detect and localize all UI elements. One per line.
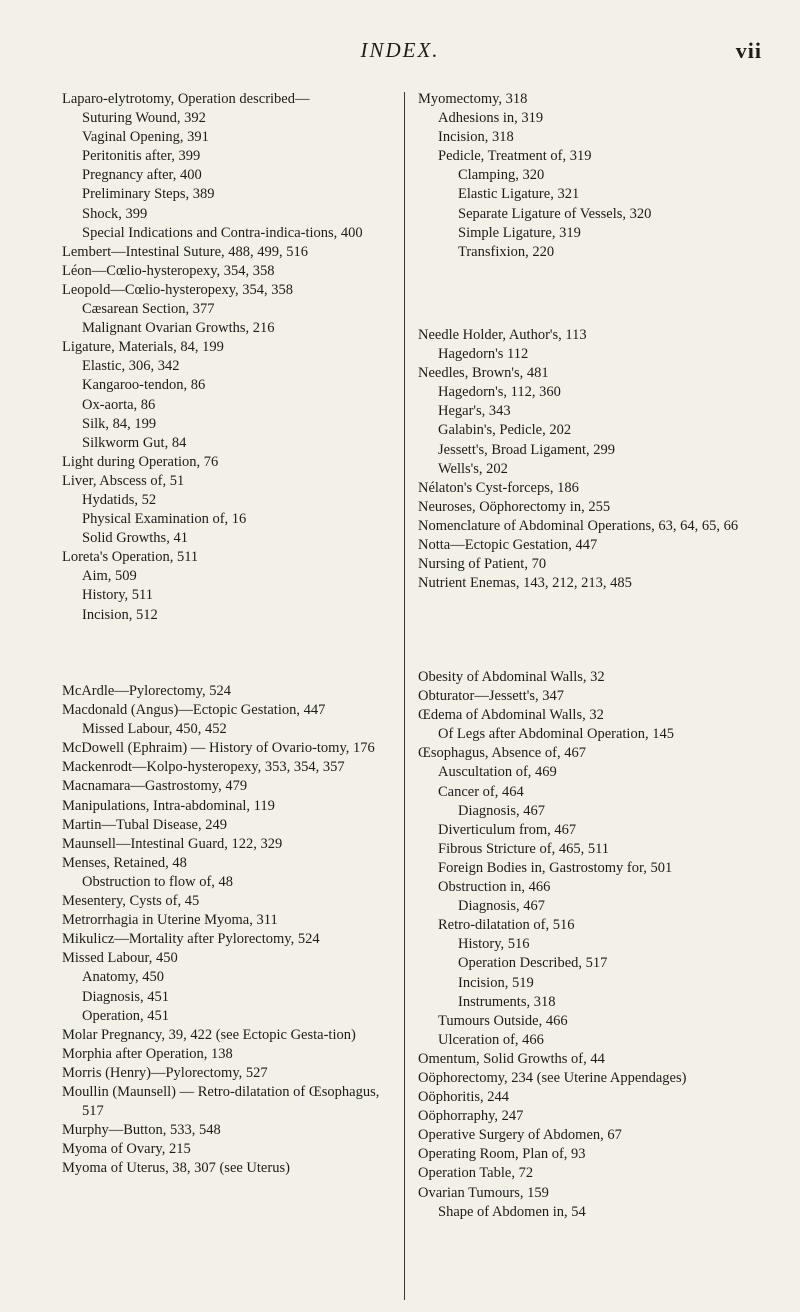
index-entry: Tumours Outside, 466 <box>438 1012 568 1029</box>
index-entry: Silkworm Gut, 84 <box>82 434 187 451</box>
index-entry: Missed Labour, 450, 452 <box>82 721 227 738</box>
index-entry: Simple Ligature, 319 <box>458 224 581 241</box>
index-entry: Elastic Ligature, 321 <box>458 186 580 203</box>
index-entry: Œdema of Abdominal Walls, 32 <box>418 707 604 724</box>
index-entry: Macdonald (Angus)—Ectopic Gestation, 447 <box>62 702 326 719</box>
index-entry: Obesity of Abdominal Walls, 32 <box>418 669 605 685</box>
index-entry: Moullin (Maunsell) — Retro-dilatation of Œsophagus, 517 <box>62 1083 380 1120</box>
index-entry: Malignant Ovarian Growths, 216 <box>82 320 275 337</box>
index-entry: Ulceration of, 466 <box>438 1031 544 1048</box>
index-entry: Transfixion, 220 <box>458 243 555 260</box>
index-entry: Nursing of Patient, 70 <box>418 556 547 573</box>
index-entry: Ovarian Tumours, 159 <box>418 1184 549 1201</box>
column-divider <box>404 92 405 1300</box>
index-group-l <box>62 90 396 625</box>
index-entry: Nomenclature of Abdominal Operations, 63, 64, 65, 66 <box>418 517 739 534</box>
index-entry: Ligature, Materials, 84, 199 <box>62 339 224 356</box>
index-entry: Jessett's, Broad Ligament, 299 <box>438 441 615 458</box>
index-entry: Hagedorn's, 112, 360 <box>438 384 561 401</box>
index-entry: Mackenrodt—Kolpo-hysteropexy, 353, 354, 357 <box>62 759 345 776</box>
index-entry: Loreta's Operation, 511 <box>62 549 199 566</box>
index-entry: Foreign Bodies in, Gastrostomy for, 501 <box>438 859 673 876</box>
index-entry: Needle Holder, Author's, 113 <box>418 327 587 343</box>
index-entry: Diagnosis, 467 <box>458 898 545 915</box>
index-entry: Instruments, 318 <box>458 993 556 1010</box>
index-entry: Aim, 509 <box>82 568 137 585</box>
index-entry: Operation Described, 517 <box>458 955 608 972</box>
index-entry: Shock, 399 <box>82 205 148 222</box>
index-entry: Incision, 512 <box>82 606 158 623</box>
index-entry: Mesentery, Cysts of, 45 <box>62 893 200 910</box>
index-entry: Light during Operation, 76 <box>62 453 219 470</box>
index-entry: Peritonitis after, 399 <box>82 148 201 165</box>
index-entry: McDowell (Ephraim) — History of Ovario-tomy, 176 <box>62 740 375 757</box>
index-entry: Obturator—Jessett's, 347 <box>418 688 564 705</box>
index-group-n <box>418 326 770 593</box>
index-entry: Liver, Abscess of, 51 <box>62 472 185 489</box>
index-entry: Retro-dilatation of, 516 <box>438 917 575 934</box>
index-entry: Diagnosis, 467 <box>458 802 545 819</box>
index-entry: Morris (Henry)—Pylorectomy, 527 <box>62 1064 268 1081</box>
index-entry: Operation Table, 72 <box>418 1165 534 1182</box>
index-entry: Operating Room, Plan of, 93 <box>418 1146 586 1163</box>
index-entry: Auscultation of, 469 <box>438 764 557 781</box>
index-entry: Oöphorraphy, 247 <box>418 1108 524 1125</box>
index-entry: Nélaton's Cyst-forceps, 186 <box>418 479 579 496</box>
index-entry: Hegar's, 343 <box>438 403 511 420</box>
index-entry: Fibrous Stricture of, 465, 511 <box>438 840 610 857</box>
index-entry: Shape of Abdomen in, 54 <box>438 1203 586 1220</box>
index-entry: Operative Surgery of Abdomen, 67 <box>418 1127 622 1144</box>
index-entry: McArdle—Pylorectomy, 524 <box>62 683 232 699</box>
index-entry: Ox-aorta, 86 <box>82 396 156 413</box>
index-entry: Omentum, Solid Growths of, 44 <box>418 1050 605 1067</box>
index-entry: Myoma of Uterus, 38, 307 (see Uterus) <box>62 1160 290 1177</box>
index-entry: Obstruction to flow of, 48 <box>82 873 234 890</box>
index-entry: Missed Labour, 450 <box>62 950 178 967</box>
index-entry: Myoma of Ovary, 215 <box>62 1141 191 1158</box>
running-head: INDEX. <box>360 38 440 62</box>
index-entry: Hagedorn's 112 <box>438 346 529 363</box>
index-entry: Œsophagus, Absence of, 467 <box>418 745 586 762</box>
index-entry: Neuroses, Oöphorectomy in, 255 <box>418 498 611 515</box>
index-entry: Léon—Cœlio-hysteropexy, 354, 358 <box>62 262 275 279</box>
index-entry: Incision, 318 <box>438 129 514 146</box>
index-entry: Physical Examination of, 16 <box>82 511 247 528</box>
index-entry: Myomectomy, 318 <box>418 91 528 107</box>
index-entry: History, 516 <box>458 936 530 953</box>
index-entry: Diagnosis, 451 <box>82 988 169 1005</box>
index-entry: Hydatids, 52 <box>82 491 157 508</box>
index-entry: Special Indications and Contra-indica-tions, 400 <box>82 224 363 241</box>
index-entry: Adhesions in, 319 <box>438 110 544 127</box>
index-entry: Wells's, 202 <box>438 460 508 477</box>
index-entry: Elastic, 306, 342 <box>82 358 180 375</box>
index-entry: Oöphoritis, 244 <box>418 1089 510 1106</box>
index-entry: Morphia after Operation, 138 <box>62 1045 233 1062</box>
index-entry: Oöphorectomy, 234 (see Uterine Appendages) <box>418 1069 687 1086</box>
index-entry: Molar Pregnancy, 39, 422 (see Ectopic Gesta-tion) <box>62 1026 356 1043</box>
index-entry: Leopold—Cœlio-hysteropexy, 354, 358 <box>62 281 294 298</box>
index-entry: Mikulicz—Mortality after Pylorectomy, 524 <box>62 931 320 948</box>
index-entry: Lembert—Intestinal Suture, 488, 499, 516 <box>62 243 309 260</box>
index-entry: Murphy—Button, 533, 548 <box>62 1122 221 1139</box>
index-entry: Menses, Retained, 48 <box>62 854 187 871</box>
index-entry: Needles, Brown's, 481 <box>418 365 549 382</box>
index-entry: Cancer of, 464 <box>438 783 524 800</box>
index-entry: Laparo-elytrotomy, Operation described— <box>62 91 310 107</box>
index-entry: Notta—Ectopic Gestation, 447 <box>418 537 598 554</box>
index-entry: Separate Ligature of Vessels, 320 <box>458 205 652 222</box>
index-entry: Suturing Wound, 392 <box>82 110 206 127</box>
index-group-o <box>418 668 770 1222</box>
index-entry: Nutrient Enemas, 143, 212, 213, 485 <box>418 575 632 592</box>
index-entry: Metrorrhagia in Uterine Myoma, 311 <box>62 912 278 929</box>
index-entry: Cæsarean Section, 377 <box>82 301 215 318</box>
index-entry: Galabin's, Pedicle, 202 <box>438 422 572 439</box>
page-number: vii <box>735 38 762 63</box>
index-entry: Manipulations, Intra-abdominal, 119 <box>62 797 275 814</box>
index-entry: Incision, 519 <box>458 974 534 991</box>
index-entry: Clamping, 320 <box>458 167 545 184</box>
index-entry: Vaginal Opening, 391 <box>82 129 209 146</box>
index-entry: Solid Growths, 41 <box>82 530 188 547</box>
index-entry: Of Legs after Abdominal Operation, 145 <box>438 726 674 743</box>
index-entry: Diverticulum from, 467 <box>438 821 577 838</box>
index-entry: Silk, 84, 199 <box>82 415 157 432</box>
index-entry: Macnamara—Gastrostomy, 479 <box>62 778 248 795</box>
index-entry: Obstruction in, 466 <box>438 879 551 896</box>
index-group-m <box>62 682 396 1178</box>
index-entry: Anatomy, 450 <box>82 969 165 986</box>
index-entry: Pregnancy after, 400 <box>82 167 202 184</box>
index-entry: Pedicle, Treatment of, 319 <box>438 148 592 165</box>
index-entry: Maunsell—Intestinal Guard, 122, 329 <box>62 835 283 852</box>
index-entry: Preliminary Steps, 389 <box>82 186 215 203</box>
index-entry: History, 511 <box>82 587 154 604</box>
index-entry: Martin—Tubal Disease, 249 <box>62 816 227 833</box>
index-entry: Operation, 451 <box>82 1007 169 1024</box>
index-entry: Kangaroo-tendon, 86 <box>82 377 206 394</box>
index-group-m-cont <box>418 90 770 262</box>
